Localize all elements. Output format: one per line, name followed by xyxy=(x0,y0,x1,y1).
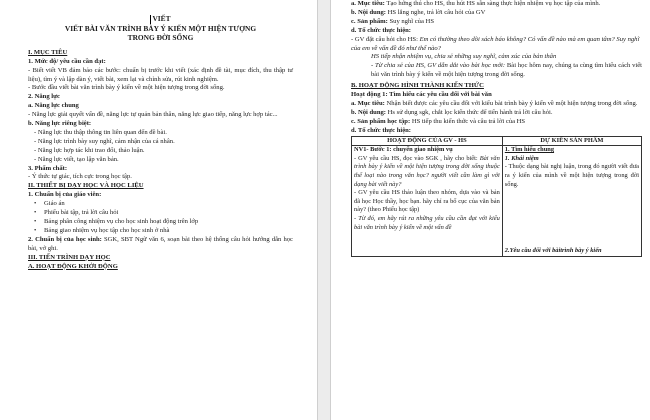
paragraph: b. Nội dung: HS lắng nghe, trả lời câu hỏi của GV xyxy=(351,8,486,16)
left-page xyxy=(0,0,318,420)
heading: 1. Mức độ/ yêu cầu cần đạt: xyxy=(28,57,106,65)
paragraph: c. Sản phẩm: Suy nghĩ của HS xyxy=(351,17,434,25)
section-knowledge: B. HOẠT ĐỘNG HÌNH THÀNH KIẾN THỨC xyxy=(351,82,484,90)
heading: d. Tổ chức thực hiện: xyxy=(351,126,411,134)
paragraph: HS tiếp nhận nhiệm vụ, chia sẻ những suy nghĩ, cảm xúc của bản thân xyxy=(371,53,557,61)
heading: 3. Phẩm chất: xyxy=(28,164,68,172)
list-item: - Năng lực trình bày suy nghĩ, cảm nhận của cá nhân. xyxy=(34,137,175,145)
paragraph: b. Nội dung: Hs sử dụng sgk, chắt lọc kiến thức để tiến hành trả lời câu hỏi. xyxy=(351,108,553,116)
heading: d. Tổ chức thực hiện: xyxy=(351,26,411,34)
table-header: HOẠT ĐỘNG CỦA GV - HS xyxy=(352,136,503,146)
list-item: - Năng lực thu thập thông tin liên quan đến đề bài. xyxy=(34,128,167,136)
paragraph: - Bước đầu viết bài văn trình bày ý kiến về một hiện tượng trong đời sống. xyxy=(28,84,225,92)
doc-title-line3: TRONG ĐỜI SỐNG xyxy=(127,33,194,43)
list-item: • Giáo án xyxy=(28,200,293,209)
section-objectives: I. MỤC TIÊU xyxy=(28,48,68,56)
paragraph: - GV đặt câu hỏi cho HS: Em có thường theo dõi sách báo không? Có vấn đề nào mà em quan tâm? Suy nghĩ của em về vấn đề đó như thế nào? xyxy=(351,35,640,52)
table-header: DỰ KIẾN SẢN PHẨM xyxy=(502,136,641,146)
paragraph: c. Sản phẩm học tập: HS tiếp thu kiến thức và câu trả lời của HS xyxy=(351,117,526,125)
paragraph: - Biết viết VB đảm bảo các bước: chuẩn bị trước khi viết (xác định đề tài, mục đích, thu thập tư liệu), tìm ý và lập dàn ý, viết bài, xem lại và chỉnh sửa, rút kinh nghiệm. xyxy=(28,66,293,83)
list-item: • Bảng giao nhiệm vụ học tập cho học sinh ở nhà xyxy=(28,227,293,236)
paragraph: a. Mục tiêu: Nhận biết được các yêu cầu đối với kiểu bài trình bày ý kiến về một hiện tượng trong đời sống. xyxy=(351,99,638,107)
table-cell: NV1- Bước 1: chuyển giao nhiệm vụ - GV yêu cầu HS, đọc vào SGK , hãy cho biết: Bài văn trình bày ý kiến về một hiện tượng trong đời sống thuộc thể loại nào trong văn học? người viết cần làm gì với dạng bài viết này? - GV yêu cầu HS thảo luận theo nhóm, dựa vào và bản đã học Học thầy, học bạn. hãy chỉ ra bố cục của văn bản này? (theo Phiếu học tập) - Từ đó, em hãy rút ra những yêu cầu cần đạt với kiểu bài văn trình bày ý kiến về một vấn đề xyxy=(352,146,503,257)
doc-title-line2: VIẾT BÀI VĂN TRÌNH BÀY Ý KIẾN MỘT HIỆN TƯỢNG xyxy=(64,23,257,33)
heading: a. Năng lực chung xyxy=(28,102,79,110)
list-item: - Năng lực viết, tạo lập văn bản. xyxy=(34,155,119,163)
paragraph: - Từ chia sẻ của HS, GV dẫn dắt vào bài học mới: Bài học hôm nay, chúng ta cùng tìm hiểu cách viết bài văn trình bày ý kiến về một hiện tượng trong đời sống. xyxy=(371,62,643,79)
list-item: - Năng lực hợp tác khi trao đổi, thảo luận. xyxy=(34,146,145,154)
doc-title: VIẾT xyxy=(152,14,171,23)
section-process: III. TIẾN TRÌNH DẠY HỌC xyxy=(28,253,111,261)
section-warmup: A. HOẠT ĐỘNG KHỞI ĐỘNG xyxy=(28,262,118,270)
heading: 1. Chuẩn bị của giáo viên: xyxy=(28,191,102,199)
paragraph: 2. Chuẩn bị của học sinh: SGK, SBT Ngữ văn 6, soạn bài theo hệ thống câu hỏi hướng dẫn học bài, vở ghi. xyxy=(28,235,293,252)
list-item: • Phiếu bài tập, trả lời câu hỏi xyxy=(28,209,293,218)
paragraph: - Năng lực giải quyết vấn đề, năng lực tự quản bản thân, năng lực giao tiếp, năng lực hợp tác... xyxy=(28,111,278,119)
heading: 2. Năng lực xyxy=(28,93,60,101)
table-row xyxy=(352,146,642,257)
paragraph: a. Mục tiêu: Tạo hứng thú cho HS, thu hút HS sẵn sàng thực hiện nhiệm vụ học tập của mình. xyxy=(351,0,601,7)
section-equipment: II. THIẾT BỊ DẠY HỌC VÀ HỌC LIỆU xyxy=(28,182,144,190)
right-page xyxy=(330,0,650,420)
table-cell: 1. Tìm hiểu chung 1. Khái niệm - Thuộc dạng bài nghị luận, trong đó người viết đưa ra ý kiến của mình về một hiện tượng trong đời sống. 2.Yêu cầu đối với bàitrình bày ý kiến xyxy=(502,146,641,257)
heading: Hoạt động 1: Tìm hiểu các yêu cầu đối với bài văn xyxy=(351,91,492,99)
heading: b. Năng lực riêng biệt: xyxy=(28,120,92,128)
list-item: • Bảng phân công nhiệm vụ cho học sinh hoạt động trên lớp xyxy=(28,218,293,227)
activity-table xyxy=(351,136,642,257)
paragraph: - Ý thức tự giác, tích cực trong học tập. xyxy=(28,173,132,181)
